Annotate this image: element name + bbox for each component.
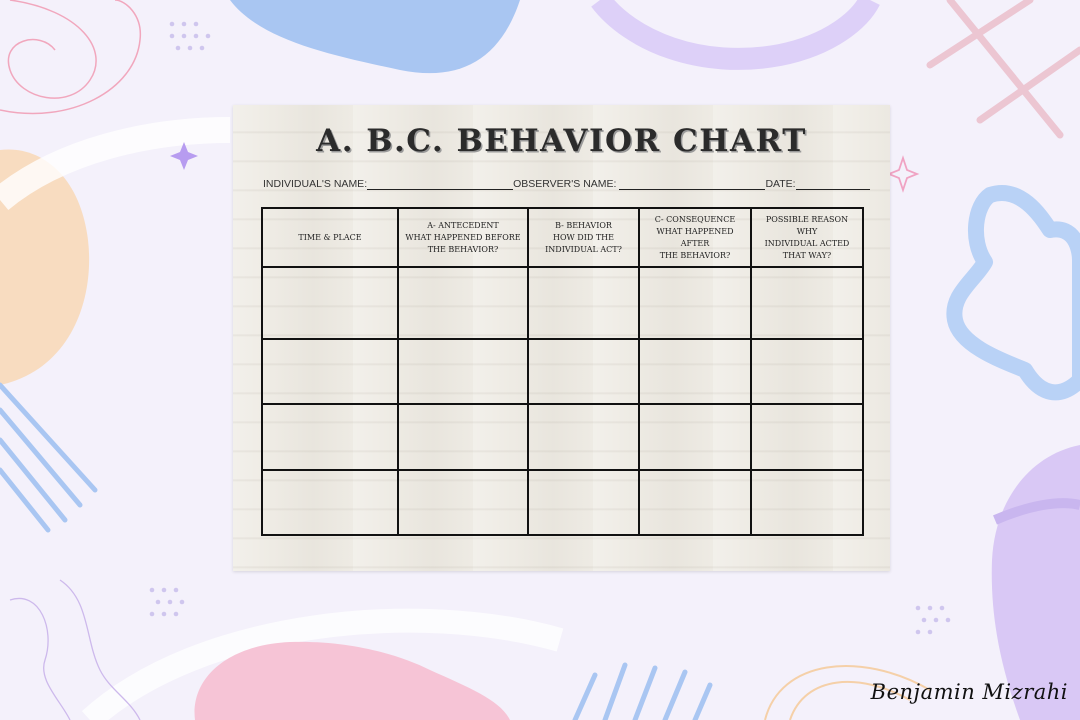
table-cell[interactable] <box>262 267 398 339</box>
blue-lines-bottom <box>575 665 710 720</box>
table-row <box>262 339 863 404</box>
table-row <box>262 404 863 469</box>
header-row <box>262 208 863 267</box>
observer-name-label: OBSERVER'S NAME: <box>513 178 617 190</box>
table-cell[interactable] <box>528 267 639 339</box>
blue-flower-outline <box>954 193 1080 392</box>
dot-grid-bottom-left <box>150 588 185 617</box>
pink-grid-lines <box>930 0 1080 135</box>
col-header-antecedent <box>398 208 528 267</box>
table-cell[interactable] <box>528 404 639 469</box>
designer-signature: Benjamin Mizrahi <box>870 680 1068 704</box>
lilac-blob-right <box>992 445 1080 720</box>
table-row <box>262 267 863 339</box>
purple-wave-top <box>600 0 870 59</box>
table-cell[interactable] <box>751 339 863 404</box>
table-cell[interactable] <box>751 404 863 469</box>
individual-name-line[interactable] <box>367 178 513 190</box>
table-cell[interactable] <box>262 470 398 536</box>
table-cell[interactable] <box>398 267 528 339</box>
blue-blob-top <box>230 0 520 73</box>
white-swoosh-left <box>0 130 230 200</box>
col-header-behavior <box>528 208 639 267</box>
dot-grid-top <box>170 22 211 51</box>
dot-grid-bottom-right <box>916 606 951 635</box>
individual-name-label: INDIVIDUAL'S NAME: <box>263 178 368 190</box>
blue-lines-left <box>0 385 95 530</box>
table-cell[interactable] <box>639 470 751 536</box>
table-cell[interactable] <box>398 339 528 404</box>
col-header-label: TIME & PLACE <box>298 232 362 242</box>
col-header-label: A- ANTECEDENT WHAT HAPPENED BEFORE THE BEHAVIOR? <box>405 220 521 254</box>
info-fields <box>263 178 870 190</box>
table-cell[interactable] <box>639 339 751 404</box>
table-cell[interactable] <box>262 404 398 469</box>
table-cell[interactable] <box>398 404 528 469</box>
sparkle-pink <box>889 158 917 190</box>
col-header-label: C- CONSEQUENCE WHAT HAPPENED AFTER THE BEHAVIOR? <box>654 214 736 260</box>
col-header-label: POSSIBLE REASON WHY INDIVIDUAL ACTED THAT WAY? <box>764 214 850 260</box>
table-cell[interactable] <box>751 470 863 536</box>
table-cell[interactable] <box>528 470 639 536</box>
chart-title: A. B.C. BEHAVIOR CHART <box>316 123 807 159</box>
col-header-possible-reason <box>751 208 863 267</box>
pink-blob-bottom <box>195 642 510 720</box>
table-cell[interactable] <box>639 267 751 339</box>
table-cell[interactable] <box>262 339 398 404</box>
pink-spiral <box>0 0 140 114</box>
table-cell[interactable] <box>398 470 528 536</box>
col-header-consequence <box>639 208 751 267</box>
abc-table <box>261 207 864 536</box>
col-header-label: B- BEHAVIOR HOW DID THE INDIVIDUAL ACT? <box>545 220 622 254</box>
date-label: DATE: <box>765 178 796 190</box>
date-line[interactable] <box>796 178 870 190</box>
table-cell[interactable] <box>528 339 639 404</box>
col-header-time-place <box>262 208 398 267</box>
table-cell[interactable] <box>639 404 751 469</box>
table-row <box>262 470 863 536</box>
table-cell[interactable] <box>751 267 863 339</box>
observer-name-line[interactable] <box>619 178 765 190</box>
behavior-chart-sheet <box>233 105 890 571</box>
